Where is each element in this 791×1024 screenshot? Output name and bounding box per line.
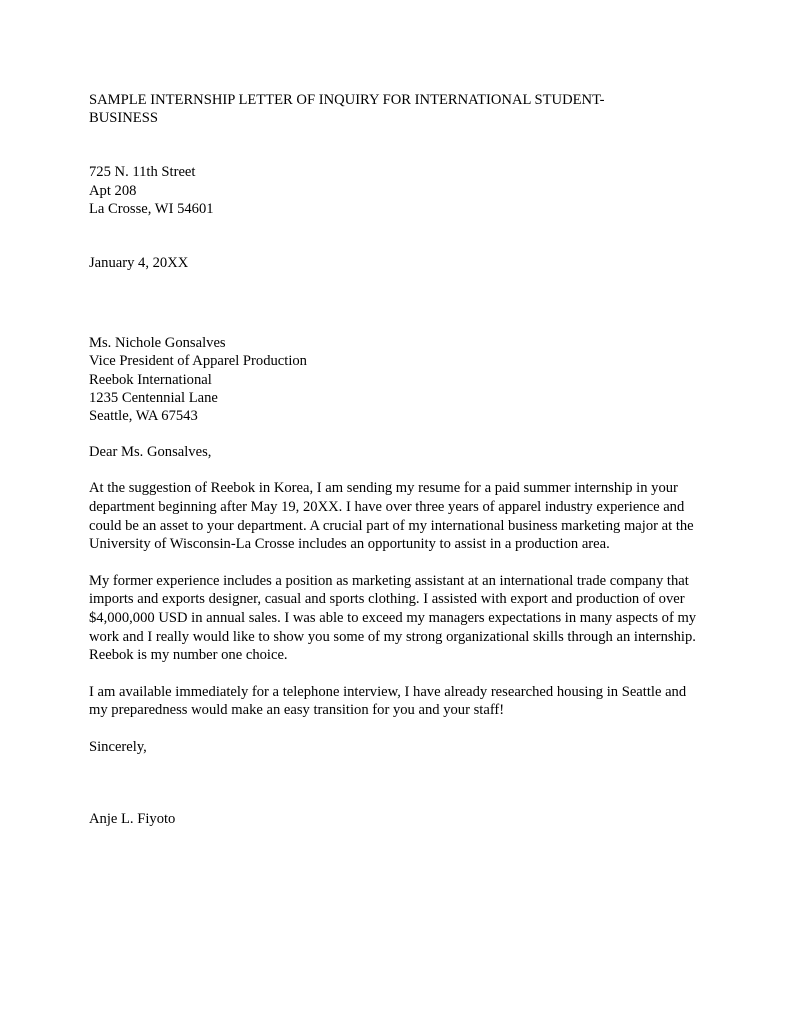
salutation-text: Dear Ms. Gonsalves, [89, 444, 212, 461]
spacer-after-date [89, 272, 699, 334]
signature-space [89, 756, 699, 810]
recipient-city-state-zip: Seattle, WA 67543 [89, 408, 198, 425]
document-title-line-1: SAMPLE INTERNSHIP LETTER OF INQUIRY FOR INTERNATIONAL STUDENT- [89, 92, 605, 108]
signature-name-text: Anje L. Fiyoto [89, 811, 176, 828]
spacer-after-paragraph-1 [89, 554, 699, 572]
closing [89, 738, 699, 756]
letter-body [89, 91, 699, 828]
recipient-title: Vice President of Apparel Production [89, 353, 307, 370]
spacer-after-title [89, 127, 699, 163]
letter-date-text: January 4, 20XX [89, 255, 189, 272]
recipient-name: Ms. Nichole Gonsalves [89, 335, 226, 352]
closing-text: Sincerely, [89, 738, 147, 755]
document-title-line-2: BUSINESS [89, 110, 158, 127]
return-address-line-2: Apt 208 [89, 182, 137, 199]
spacer-after-recipient [89, 425, 699, 443]
spacer-after-paragraph-2 [89, 665, 699, 683]
body-paragraph-1: At the suggestion of Reebok in Korea, I am sending my resume for a paid summer internship in your department beginning after May 19, 20XX. I have over three years of apparel industry experience and could be an asset to your department. A crucial part of my international business marketing major at the University of Wisconsin-La Crosse includes an opportunity to assist in a production area. [89, 480, 694, 553]
recipient-company: Reebok International [89, 371, 212, 388]
body-paragraph-3: I am available immediately for a telephone interview, I have already researched housing in Seattle and my preparedness would make an easy transition for you and your staff! [89, 683, 687, 719]
return-address-line-3: La Crosse, WI 54601 [89, 200, 214, 217]
recipient-address [89, 334, 699, 425]
salutation [89, 443, 699, 461]
return-address [89, 163, 699, 218]
recipient-street: 1235 Centennial Lane [89, 389, 218, 406]
spacer-after-salutation [89, 461, 699, 479]
spacer-after-paragraph-3 [89, 720, 699, 738]
letter-date [89, 254, 699, 272]
document-title [89, 91, 699, 127]
return-address-line-1: 725 N. 11th Street [89, 164, 196, 181]
body-paragraph-2: My former experience includes a position as marketing assistant at an international trade company that imports and exports designer, casual and sports clothing. I assisted with export and production of over $4,000,000 USD in annual sales. I was able to exceed my managers expectations in many aspects of my work and I really would like to show you some of my strong organizational skills through an internship. Reebok is my number one choice. [89, 572, 697, 664]
spacer-after-return-address [89, 218, 699, 254]
signature-name [89, 810, 699, 828]
